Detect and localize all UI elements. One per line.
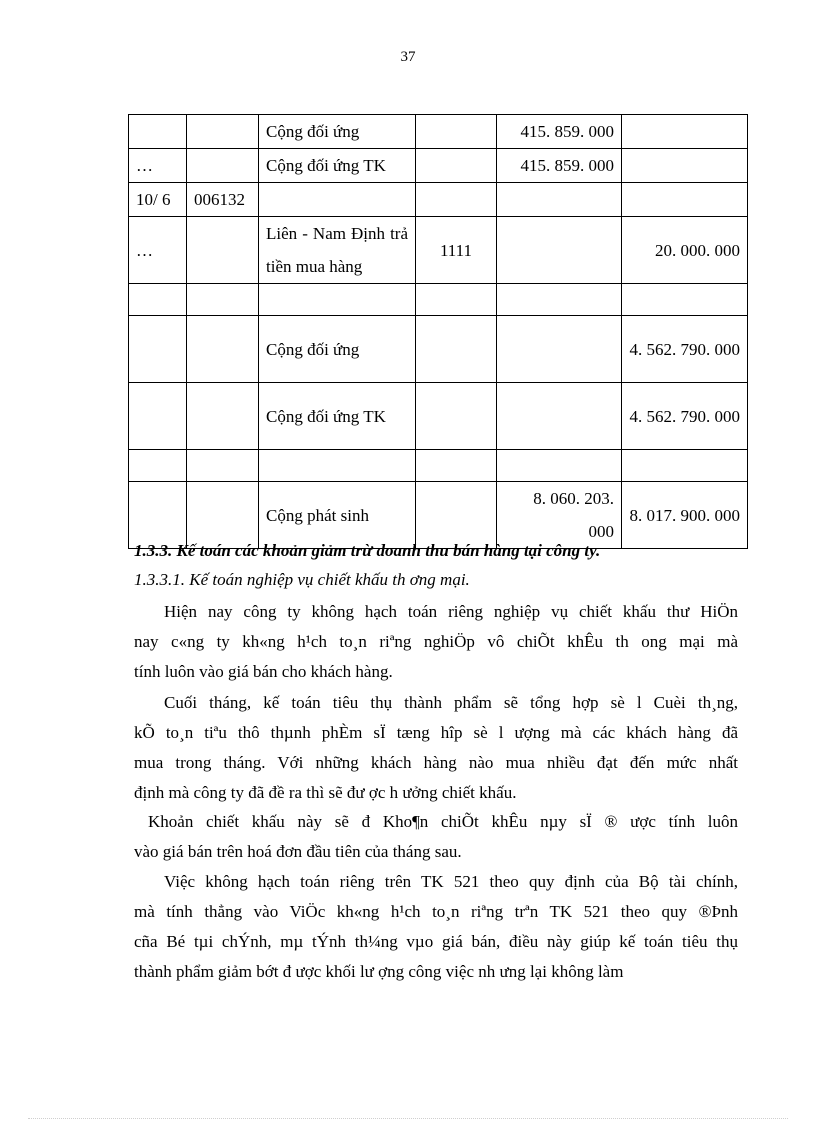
table-row	[129, 217, 748, 284]
table-cell-credit	[622, 115, 748, 149]
table-cell-account	[416, 383, 497, 450]
table-cell-account	[416, 450, 497, 482]
table-cell-date	[129, 284, 187, 316]
table-cell-date	[129, 115, 187, 149]
table-cell-doc	[187, 450, 259, 482]
table-cell-debit	[497, 217, 622, 284]
section-heading: 1.3.3. Kế toán các khoản giảm trừ doanh thu bán hàng tại công ty.	[134, 541, 601, 560]
paragraph-line: Việc không hạch toán riêng trên TK 521 theo quy định của Bộ tài chính,	[164, 872, 738, 891]
table-cell-doc	[187, 383, 259, 450]
table-cell-credit	[622, 284, 748, 316]
table-cell-debit: 415. 859. 000	[497, 115, 622, 149]
paragraph-month-end	[134, 688, 738, 808]
table-cell-account	[416, 482, 497, 549]
paragraph-tk521	[134, 867, 738, 987]
table-cell-account	[416, 316, 497, 383]
table-cell-date	[129, 450, 187, 482]
paragraph-line: tính luôn vào giá bán cho khách hàng.	[134, 662, 393, 681]
table-cell-credit: 8. 017. 900. 000	[622, 482, 748, 549]
page-number: 37	[400, 49, 416, 65]
table-row	[129, 482, 748, 549]
table-row	[129, 115, 748, 149]
table-cell-doc	[187, 149, 259, 183]
table-row	[129, 316, 748, 383]
table-cell-credit	[622, 450, 748, 482]
table-cell-credit: 20. 000. 000	[622, 217, 748, 284]
paragraph-line: nay c«ng ty kh«ng h¹ch to¸n riªng nghiÖp vô chiÕt khÊu th ong mại mà	[134, 632, 738, 651]
table-cell-debit: 8. 060. 203. 000	[497, 482, 622, 549]
table-cell-desc: Liên - Nam Định trả tiền mua hàng	[259, 217, 416, 284]
table-cell-doc: 006132	[187, 183, 259, 217]
table-cell-debit	[497, 383, 622, 450]
table-cell-date	[129, 383, 187, 450]
table-cell-doc	[187, 284, 259, 316]
table-cell-date: …	[129, 217, 187, 284]
table-cell-debit: 415. 859. 000	[497, 149, 622, 183]
table-cell-date	[129, 482, 187, 549]
table-cell-account: 1111	[416, 217, 497, 284]
table-cell-doc	[187, 482, 259, 549]
table-cell-desc: Cộng đối ứng TK	[259, 149, 416, 183]
paragraph-line: mà tính thẳng vào ViÖc kh«ng h¹ch to¸n riªng trªn TK 521 theo quy ®Þnh	[134, 902, 738, 921]
paragraph-line: Khoản chiết khấu này sẽ đ Kho¶n chiÕt khÊu nµy sÏ ® ược tính luôn	[148, 812, 738, 831]
table-cell-desc	[259, 284, 416, 316]
table-cell-debit	[497, 284, 622, 316]
table-cell-doc	[187, 217, 259, 284]
table-row	[129, 284, 748, 316]
table-row	[129, 149, 748, 183]
paragraph-line: định mà công ty đã đề ra thì sẽ đư ợc h ưởng chiết khấu.	[134, 783, 517, 802]
table-row	[129, 183, 748, 217]
table-cell-credit	[622, 149, 748, 183]
table-cell-account	[416, 183, 497, 217]
table-cell-desc: Cộng đối ứng	[259, 115, 416, 149]
table-cell-credit: 4. 562. 790. 000	[622, 383, 748, 450]
table-cell-desc: Cộng đối ứng	[259, 316, 416, 383]
table-cell-desc: Cộng phát sinh	[259, 482, 416, 549]
table-cell-date	[129, 316, 187, 383]
table-cell-debit	[497, 316, 622, 383]
footer-divider	[28, 1118, 788, 1119]
paragraph-line: vào giá bán trên hoá đơn đầu tiên của tháng sau.	[134, 842, 462, 861]
table-cell-date: …	[129, 149, 187, 183]
table-cell-debit	[497, 183, 622, 217]
table-cell-account	[416, 115, 497, 149]
subsection-heading: 1.3.3.1. Kế toán nghiệp vụ chiết khấu th ơng mại.	[134, 570, 470, 589]
table-cell-doc	[187, 115, 259, 149]
paragraph-discount-policy	[134, 597, 738, 687]
paragraph-line: Hiện nay công ty không hạch toán riêng nghiệp vụ chiết khấu thư HiÖn	[164, 602, 738, 621]
table-cell-desc	[259, 183, 416, 217]
table-cell-doc	[187, 316, 259, 383]
paragraph-line: cña Bé tµi chÝnh, mµ tÝnh th¼ng vµo giá bán, điều này giúp kế toán tiêu thụ	[134, 932, 738, 951]
paragraph-discount-amount	[134, 807, 738, 867]
paragraph-line: mua trong tháng. Với những khách hàng nào mua nhiều đạt đến mức nhất	[134, 753, 738, 772]
table-row	[129, 450, 748, 482]
table-cell-desc	[259, 450, 416, 482]
table-cell-credit	[622, 183, 748, 217]
paragraph-line: thành phẩm giảm bớt đ ược khối lư ợng công việc nh ưng lại không làm	[134, 962, 624, 981]
table-cell-account	[416, 149, 497, 183]
table-cell-debit	[497, 450, 622, 482]
table-cell-desc: Cộng đối ứng TK	[259, 383, 416, 450]
table-cell-account	[416, 284, 497, 316]
table-cell-credit: 4. 562. 790. 000	[622, 316, 748, 383]
paragraph-line: kÕ to¸n tiªu thô thµnh phÈm sÏ tæng hîp sè l ượng mà các khách hàng đã	[134, 723, 738, 742]
paragraph-line: Cuối tháng, kế toán tiêu thụ thành phẩm sẽ tổng hợp sè l Cuèi th¸ng,	[164, 693, 738, 712]
table-cell-date: 10/ 6	[129, 183, 187, 217]
table-row	[129, 383, 748, 450]
ledger-table	[128, 114, 748, 549]
